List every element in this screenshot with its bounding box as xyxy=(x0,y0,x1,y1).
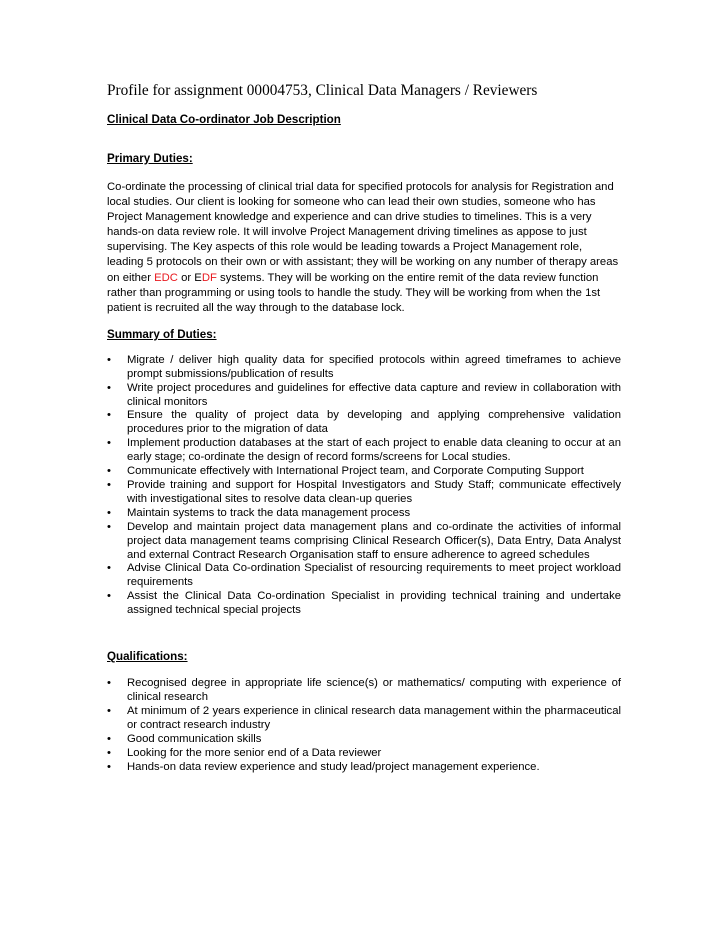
duty-item xyxy=(107,382,621,410)
duty-item xyxy=(107,479,621,507)
qualifications-heading: Qualifications: xyxy=(107,650,188,664)
bullet-icon: • xyxy=(107,381,111,394)
primary-duties-text-1: Co-ordinate the processing of clinical trial data for specified protocols for analysis for Registration and local studies. Our client is looking for someone who can lead their own studies, someone who has Project Management knowledge and experience and can drive studies to timelines. This is a very hands-on data review role. It will involve Project Management driving timelines as appose to just supervising. The Key aspects of this role would be leading towards a Project Management role, leading 5 protocols on their own or with assistant; they will be working on any number of therapy areas on either xyxy=(107,181,619,284)
bullet-icon: • xyxy=(107,760,111,773)
duty-item xyxy=(107,521,621,563)
qualifications-list xyxy=(107,677,621,774)
duty-item-text: Implement production databases at the start of each project to enable data cleaning to occur at an early stage; co-ordinate the design of record forms/screens for Local studies. xyxy=(127,437,621,464)
edc-term: EDC xyxy=(154,271,178,284)
job-description-heading: Clinical Data Co-ordinator Job Description xyxy=(107,113,341,126)
qualification-item xyxy=(107,677,621,705)
duty-item-text: Advise Clinical Data Co-ordination Specialist of resourcing requirements to meet project workload requirements xyxy=(127,562,621,589)
bullet-icon: • xyxy=(107,590,111,603)
bullet-icon: • xyxy=(107,437,111,450)
duty-item xyxy=(107,590,621,618)
qualification-item-text: At minimum of 2 years experience in clinical research data management within the pharmaceutical or contract research industry xyxy=(127,704,621,731)
duty-item-text: Assist the Clinical Data Co-ordination Specialist in providing technical training and undertake assigned technical special projects xyxy=(127,590,621,617)
duty-item-text: Ensure the quality of project data by developing and applying comprehensive validation procedures prior to the migration of data xyxy=(127,409,621,436)
primary-duties-paragraph xyxy=(107,180,621,316)
duty-item xyxy=(107,562,621,590)
bullet-icon: • xyxy=(107,353,111,366)
bullet-icon: • xyxy=(107,562,111,575)
primary-duties-text-2: systems. They will be working on the entire remit of the data review function rather than programming or using tools to handle the study. They will be working from when the 1st patient is recruited all the way through to the database lock. xyxy=(107,271,601,314)
qualification-item xyxy=(107,747,621,761)
duty-item xyxy=(107,354,621,382)
duty-item-text: Develop and maintain project data management plans and co-ordinate the activities of informal project data management teams comprising Clinical Research Officer(s), Data Entry, Data Analyst and external Contract Research Organisation staff to ensure adherence to agreed schedules xyxy=(127,520,621,561)
bullet-icon: • xyxy=(107,409,111,422)
qualification-item xyxy=(107,761,621,775)
qualification-item-text: Hands-on data review experience and study lead/project management experience. xyxy=(127,760,540,773)
summary-of-duties-list xyxy=(107,354,621,618)
edf-term-e: E xyxy=(194,271,202,284)
duty-item xyxy=(107,465,621,479)
bullet-icon: • xyxy=(107,704,111,717)
primary-duties-heading: Primary Duties: xyxy=(107,152,193,165)
bullet-icon: • xyxy=(107,465,111,478)
duty-item-text: Provide training and support for Hospital Investigators and Study Staff; communicate effectively with investigational sites to resolve data clean-up queries xyxy=(127,479,621,505)
or-text: or xyxy=(177,271,195,284)
duty-item xyxy=(107,437,621,465)
edf-term-df: DF xyxy=(201,271,217,284)
duty-item-text: Communicate effectively with International Project team, and Corporate Computing Support xyxy=(127,465,584,478)
bullet-icon: • xyxy=(107,732,111,745)
bullet-icon: • xyxy=(107,746,111,759)
duty-item-text: Migrate / deliver high quality data for specified protocols within agreed timeframes to achieve prompt submissions/publication of results xyxy=(127,353,621,380)
qualification-item-text: Recognised degree in appropriate life science(s) or mathematics/ computing with experience of clinical research xyxy=(127,677,621,703)
duty-item-text: Write project procedures and guidelines for effective data capture and review in collaboration with clinical monitors xyxy=(127,381,621,408)
duty-item-text: Maintain systems to track the data management process xyxy=(127,506,411,519)
qualification-item-text: Good communication skills xyxy=(127,732,262,745)
document-title: Profile for assignment 00004753, Clinical Data Managers / Reviewers xyxy=(107,82,538,99)
bullet-icon: • xyxy=(107,677,111,690)
duty-item xyxy=(107,507,621,521)
bullet-icon: • xyxy=(107,479,111,491)
bullet-icon: • xyxy=(107,506,111,519)
qualification-item xyxy=(107,705,621,733)
qualification-item-text: Looking for the more senior end of a Data reviewer xyxy=(127,746,382,759)
bullet-icon: • xyxy=(107,520,111,533)
duty-item xyxy=(107,409,621,437)
qualification-item xyxy=(107,733,621,747)
document-body xyxy=(107,82,621,774)
summary-of-duties-heading: Summary of Duties: xyxy=(107,327,217,341)
